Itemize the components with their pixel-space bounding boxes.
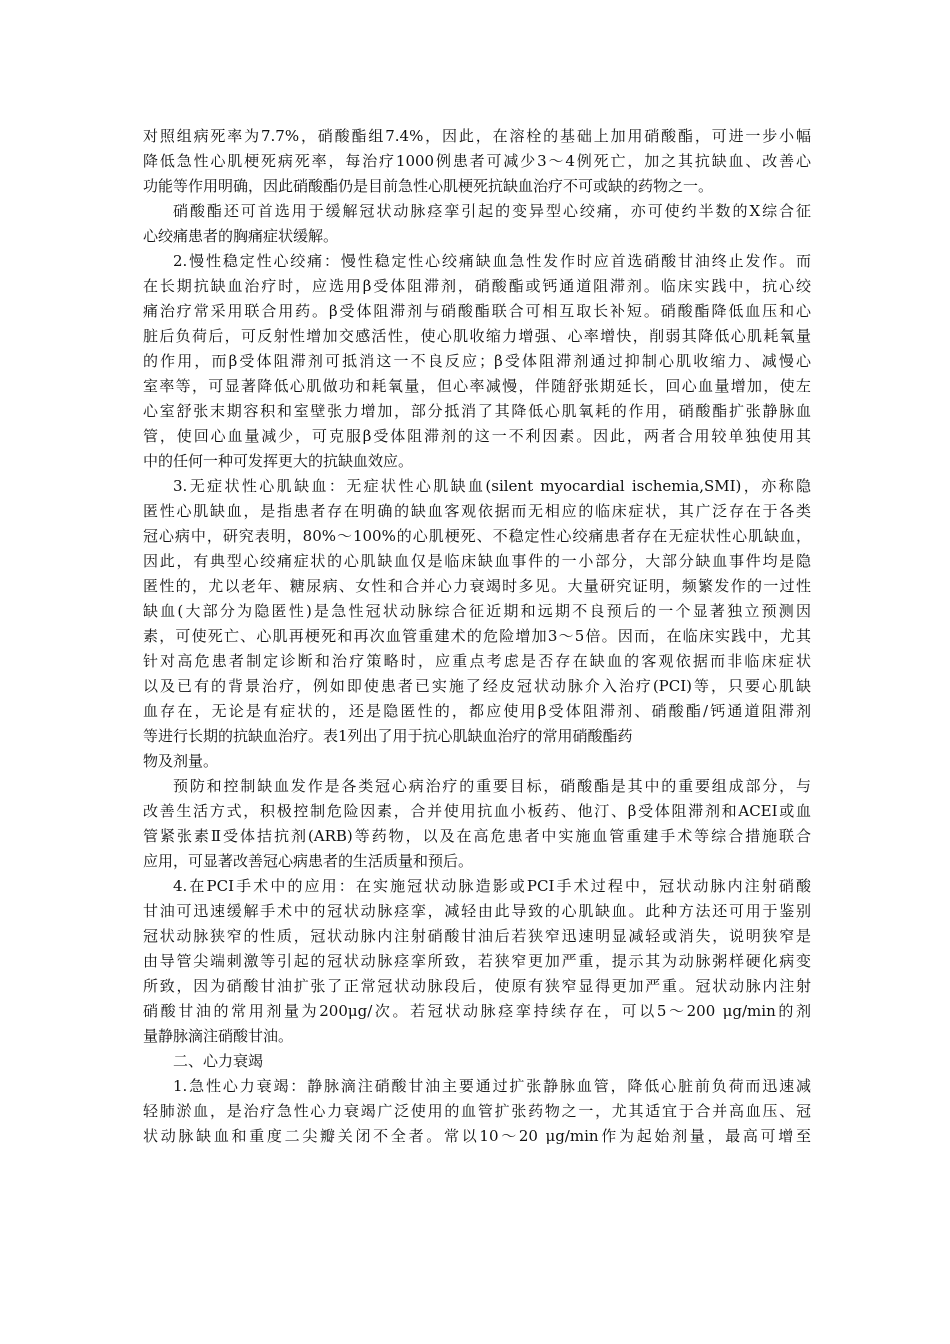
text-line: 等进行长期的抗缺血治疗。表1列出了用于抗心肌缺血治疗的常用硝酸酯药 (143, 727, 633, 745)
text-line: 物及剂量。 (143, 752, 219, 770)
text-line: 以及已有的背景治疗，例如即使患者已实施了经皮冠状动脉介入治疗(PCI)等，只要心肌缺 (143, 677, 811, 695)
text-line: 冠状动脉狭窄的性质，冠状动脉内注射硝酸甘油后若狭窄迅速明显减轻或消失，说明狭窄是 (143, 927, 811, 945)
text-line: 对照组病死率为7.7%，硝酸酯组7.4%，因此，在溶栓的基础上加用硝酸酯，可进一步小幅 (143, 127, 811, 145)
text-line: 改善生活方式，积极控制危险因素，合并使用抗血小板药、他汀、β受体阻滞剂和ACEI或血 (143, 802, 811, 820)
text-line: 4.在PCI手术中的应用：在实施冠状动脉造影或PCI手术过程中，冠状动脉内注射硝酸 (173, 877, 811, 895)
text-line: 1.急性心力衰竭：静脉滴注硝酸甘油主要通过扩张静脉血管，降低心脏前负荷而迅速减 (173, 1077, 811, 1095)
text-line: 匿性心肌缺血，是指患者存在明确的缺血客观依据而无相应的临床症状，其广泛存在于各类 (143, 502, 811, 520)
text-line: 2.慢性稳定性心绞痛：慢性稳定性心绞痛缺血急性发作时应首选硝酸甘油终止发作。而 (173, 252, 811, 270)
text-line: 所致，因为硝酸甘油扩张了正常冠状动脉段后，使原有狭窄显得更加严重。冠状动脉内注射 (143, 977, 811, 995)
text-line: 管，使回心血量减少，可克服β受体阻滞剂的这一不利因素。因此，两者合用较单独使用其 (143, 427, 811, 445)
text-line: 冠心病中，研究表明，80%～100%的心肌梗死、不稳定性心绞痛患者存在无症状性心肌缺血， (143, 527, 811, 545)
text-line: 甘油可迅速缓解手术中的冠状动脉痉挛，减轻由此导致的心肌缺血。此种方法还可用于鉴别 (143, 902, 811, 920)
text-line: 脏后负荷后，可反射性增加交感活性，使心肌收缩力增强、心率增快，削弱其降低心肌耗氧量 (143, 327, 811, 345)
text-line: 管紧张素Ⅱ受体拮抗剂(ARB)等药物，以及在高危患者中实施血管重建手术等综合措施联合 (143, 827, 811, 845)
text-line: 心绞痛患者的胸痛症状缓解。 (143, 227, 339, 245)
text-line: 轻肺淤血，是治疗急性心力衰竭广泛使用的血管扩张药物之一，尤其适宜于合并高血压、冠 (143, 1102, 811, 1120)
text-line: 的作用，而β受体阻滞剂可抵消这一不良反应；β受体阻滞剂通过抑制心肌收缩力、减慢心 (143, 352, 811, 370)
text-line: 匿性的，尤以老年、糖尿病、女性和合并心力衰竭时多见。大量研究证明，频繁发作的一过性 (143, 577, 811, 595)
text-line: 素，可使死亡、心肌再梗死和再次血管重建术的危险增加3～5倍。因而，在临床实践中，尤其 (143, 627, 811, 645)
text-line: 应用，可显著改善冠心病患者的生活质量和预后。 (143, 852, 474, 870)
text-line: 中的任何一种可发挥更大的抗缺血效应。 (143, 452, 414, 470)
text-line: 室率等，可显著降低心肌做功和耗氧量，但心率减慢，伴随舒张期延长，回心血量增加，使左 (143, 377, 811, 395)
text-line: 由导管尖端刺激等引起的冠状动脉痉挛所致，若狭窄更加严重，提示其为动脉粥样硬化病变 (143, 952, 811, 970)
text-line: 血存在，无论是有症状的，还是隐匿性的，都应使用β受体阻滞剂、硝酸酯/钙通道阻滞剂 (143, 702, 811, 720)
text-line: 降低急性心肌梗死病死率，每治疗1000例患者可减少3～4例死亡，加之其抗缺血、改善心 (143, 152, 811, 170)
text-line: 硝酸甘油的常用剂量为200μg/次。若冠状动脉痉挛持续存在，可以5～200 μg/min的剂 (143, 1002, 811, 1020)
text-line: 二、心力衰竭 (173, 1052, 264, 1070)
body-text (143, 124, 811, 1149)
text-line: 痛治疗常采用联合用药。β受体阻滞剂与硝酸酯联合可相互取长补短。硝酸酯降低血压和心 (143, 302, 811, 320)
text-line: 量静脉滴注硝酸甘油。 (143, 1027, 294, 1045)
text-line: 状动脉缺血和重度二尖瓣关闭不全者。常以10～20 μg/min作为起始剂量，最高可增至 (143, 1127, 811, 1145)
text-line: 功能等作用明确，因此硝酸酯仍是目前急性心肌梗死抗缺血治疗不可或缺的药物之一。 (143, 177, 714, 195)
text-line: 硝酸酯还可首选用于缓解冠状动脉痉挛引起的变异型心绞痛，亦可使约半数的X综合征 (173, 202, 811, 220)
text-line: 针对高危患者制定诊断和治疗策略时，应重点考虑是否存在缺血的客观依据而非临床症状 (143, 652, 811, 670)
text-line: 3.无症状性心肌缺血：无症状性心肌缺血(silent myocardial ischemia,SMI)，亦称隐 (173, 477, 811, 495)
text-line: 心室舒张末期容积和室壁张力增加，部分抵消了其降低心肌氧耗的作用，硝酸酯扩张静脉血 (143, 402, 811, 420)
text-line: 因此，有典型心绞痛症状的心肌缺血仅是临床缺血事件的一小部分，大部分缺血事件均是隐 (143, 552, 811, 570)
text-line: 预防和控制缺血发作是各类冠心病治疗的重要目标，硝酸酯是其中的重要组成部分，与 (173, 777, 811, 795)
text-line: 缺血(大部分为隐匿性)是急性冠状动脉综合征近期和远期不良预后的一个显著独立预测因 (143, 602, 811, 620)
text-line: 在长期抗缺血治疗时，应选用β受体阻滞剂，硝酸酯或钙通道阻滞剂。临床实践中，抗心绞 (143, 277, 811, 295)
